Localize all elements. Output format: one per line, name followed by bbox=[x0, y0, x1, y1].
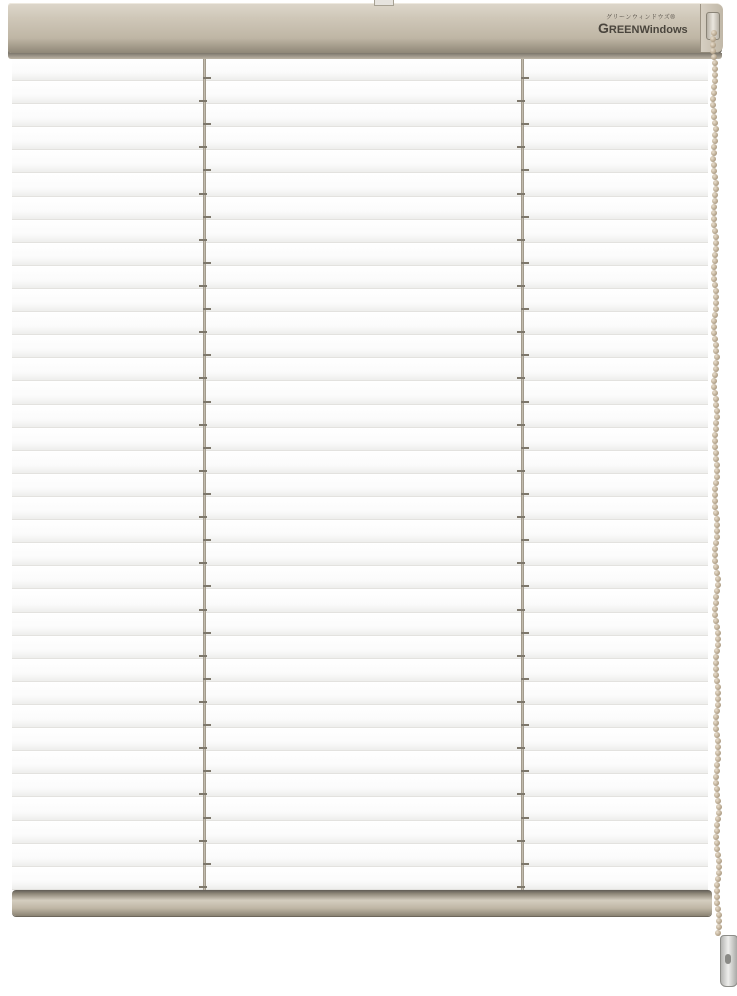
ladder-rung bbox=[203, 585, 211, 587]
ladder-rung bbox=[199, 793, 207, 795]
mounting-clip bbox=[374, 0, 394, 6]
ladder-rung bbox=[203, 447, 211, 449]
ladder-rung bbox=[203, 863, 211, 865]
ladder-rung bbox=[521, 724, 529, 726]
ladder-rung bbox=[199, 239, 207, 241]
ladder-rung bbox=[517, 193, 525, 195]
slat bbox=[12, 636, 708, 659]
slat bbox=[12, 220, 708, 243]
ladder-rung bbox=[521, 770, 529, 772]
slat bbox=[12, 774, 708, 797]
ladder-rung bbox=[517, 793, 525, 795]
ladder-rung bbox=[203, 817, 211, 819]
chain-weight-icon[interactable] bbox=[720, 935, 737, 987]
ladder-rung bbox=[517, 146, 525, 148]
ladder-rung bbox=[203, 169, 211, 171]
ladder-rung bbox=[203, 632, 211, 634]
ladder-rung bbox=[521, 123, 529, 125]
slat bbox=[12, 197, 708, 220]
ladder-rung bbox=[521, 632, 529, 634]
ladder-rung bbox=[517, 840, 525, 842]
ladder-rung bbox=[517, 655, 525, 657]
ladder-rung bbox=[199, 655, 207, 657]
slat-stack bbox=[12, 58, 708, 890]
ladder-rung bbox=[521, 585, 529, 587]
ladder-rung bbox=[199, 377, 207, 379]
ladder-rung bbox=[199, 609, 207, 611]
slat bbox=[12, 428, 708, 451]
ladder-rung bbox=[199, 470, 207, 472]
ladder-rung bbox=[521, 447, 529, 449]
slat bbox=[12, 705, 708, 728]
slat bbox=[12, 497, 708, 520]
ladder-rung bbox=[203, 216, 211, 218]
bottom-rail bbox=[12, 890, 712, 916]
slat bbox=[12, 590, 708, 613]
ladder-rung bbox=[199, 840, 207, 842]
ladder-rung bbox=[521, 216, 529, 218]
slat bbox=[12, 335, 708, 358]
ladder-rung bbox=[517, 424, 525, 426]
slat bbox=[12, 659, 708, 682]
slat bbox=[12, 127, 708, 150]
ladder-rung bbox=[521, 863, 529, 865]
ladder-rung bbox=[203, 262, 211, 264]
slat bbox=[12, 289, 708, 312]
slat bbox=[12, 58, 708, 81]
ladder-rung bbox=[203, 770, 211, 772]
slat bbox=[12, 150, 708, 173]
slat bbox=[12, 867, 708, 890]
brand-logo bbox=[598, 12, 688, 36]
ladder-rung bbox=[203, 539, 211, 541]
ladder-rung bbox=[517, 516, 525, 518]
ladder-rung bbox=[517, 470, 525, 472]
ladder-string-left bbox=[203, 55, 206, 915]
slat bbox=[12, 451, 708, 474]
ladder-rung bbox=[199, 146, 207, 148]
ladder-rung bbox=[521, 817, 529, 819]
slat bbox=[12, 520, 708, 543]
ladder-rung bbox=[521, 539, 529, 541]
ladder-rung bbox=[199, 747, 207, 749]
slat bbox=[12, 358, 708, 381]
slat bbox=[12, 543, 708, 566]
ladder-rung bbox=[199, 331, 207, 333]
slat bbox=[12, 81, 708, 104]
slat bbox=[12, 821, 708, 844]
ladder-rung bbox=[199, 100, 207, 102]
slat bbox=[12, 613, 708, 636]
ladder-rung bbox=[517, 562, 525, 564]
ladder-rung bbox=[203, 493, 211, 495]
slat bbox=[12, 405, 708, 428]
slat bbox=[12, 566, 708, 589]
ladder-rung bbox=[203, 678, 211, 680]
ladder-rung bbox=[517, 609, 525, 611]
slat bbox=[12, 682, 708, 705]
ladder-rung bbox=[517, 100, 525, 102]
ladder-rung bbox=[521, 308, 529, 310]
slat bbox=[12, 104, 708, 127]
ladder-rung bbox=[517, 747, 525, 749]
ladder-rung bbox=[199, 193, 207, 195]
headrail-lip bbox=[8, 53, 722, 59]
slat bbox=[12, 243, 708, 266]
brand-name: GREENWindows bbox=[598, 20, 688, 36]
ladder-string-right bbox=[521, 55, 524, 915]
ladder-rung bbox=[199, 701, 207, 703]
ladder-rung bbox=[517, 701, 525, 703]
ladder-rung bbox=[203, 77, 211, 79]
slat bbox=[12, 266, 708, 289]
ladder-rung bbox=[521, 678, 529, 680]
ladder-rung bbox=[517, 331, 525, 333]
ladder-rung bbox=[199, 886, 207, 888]
ladder-rung bbox=[199, 285, 207, 287]
ladder-rung bbox=[517, 239, 525, 241]
ladder-rung bbox=[199, 516, 207, 518]
slat bbox=[12, 751, 708, 774]
slat bbox=[12, 382, 708, 405]
ladder-rung bbox=[199, 562, 207, 564]
ladder-rung bbox=[521, 493, 529, 495]
ladder-rung bbox=[203, 308, 211, 310]
ladder-rung bbox=[521, 169, 529, 171]
slat bbox=[12, 312, 708, 335]
brand-kana: グリーンウィンドウズ® bbox=[606, 15, 676, 21]
slat bbox=[12, 844, 708, 867]
ladder-rung bbox=[517, 285, 525, 287]
ladder-rung bbox=[203, 354, 211, 356]
ladder-rung bbox=[203, 401, 211, 403]
ladder-rung bbox=[517, 886, 525, 888]
ladder-rung bbox=[521, 401, 529, 403]
slat bbox=[12, 728, 708, 751]
ladder-rung bbox=[517, 377, 525, 379]
ladder-rung bbox=[521, 77, 529, 79]
ladder-rung bbox=[521, 354, 529, 356]
ladder-rung bbox=[203, 123, 211, 125]
ladder-rung bbox=[199, 424, 207, 426]
slat bbox=[12, 474, 708, 497]
slat bbox=[12, 798, 708, 821]
ladder-rung bbox=[203, 724, 211, 726]
slat bbox=[12, 174, 708, 197]
ladder-rung bbox=[521, 262, 529, 264]
